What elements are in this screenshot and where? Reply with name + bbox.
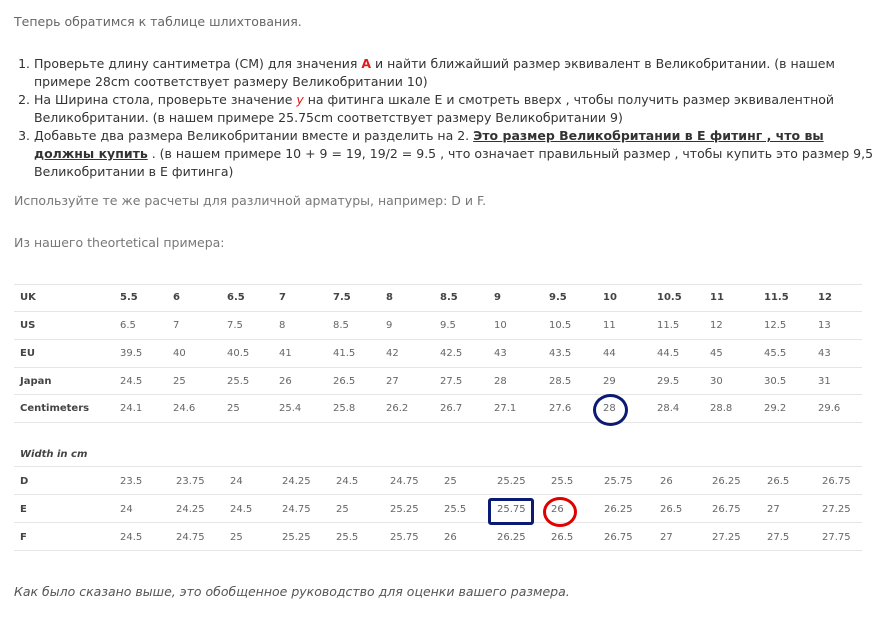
table-cell: 43 <box>494 348 507 359</box>
table-cell: 24.5 <box>120 532 143 543</box>
table-cell: 26.5 <box>333 376 356 387</box>
table-cell: 11.5 <box>764 292 789 303</box>
table-cell: 27 <box>386 376 399 387</box>
table-cell: 24.5 <box>120 376 143 387</box>
highlight-circle-28 <box>593 394 628 426</box>
row-divider <box>14 550 862 551</box>
step-3-text-a: Добавьте два размера Великобритании вместе и разделить на 2. <box>34 128 474 143</box>
table-cell: 30 <box>710 376 723 387</box>
table-cell: 24.5 <box>336 476 359 487</box>
step-1-text-a: Проверьте длину сантиметра (CM) для значения <box>34 56 362 71</box>
table-cell: 11.5 <box>657 320 680 331</box>
highlight-circle-26 <box>543 497 577 527</box>
table-cell: 25.75 <box>390 532 419 543</box>
row-label: E <box>20 504 27 515</box>
table-cell: 5.5 <box>120 292 138 303</box>
table-cell: 25.5 <box>444 504 467 515</box>
table-cell: 7.5 <box>227 320 243 331</box>
table-cell: 26.75 <box>712 504 741 515</box>
table-cell: 8.5 <box>333 320 349 331</box>
table-cell: 24 <box>230 476 243 487</box>
table-cell: 27.5 <box>767 532 790 543</box>
table-cell: 45.5 <box>764 348 787 359</box>
table-cell: 25.25 <box>390 504 419 515</box>
table-cell: 25.75 <box>604 476 633 487</box>
table-cell: 9 <box>386 320 393 331</box>
table-cell: 27.1 <box>494 403 517 414</box>
table-cell: 25.8 <box>333 403 356 414</box>
table-cell: 10 <box>603 292 617 303</box>
table-cell: 24.75 <box>176 532 205 543</box>
step-2 <box>34 91 874 127</box>
step-3-text-b: . (в нашем примере 10 + 9 = 19, 19/2 = 9.5 , что означает правильный размер , чтобы купить это размер 9,5 Великобритании в Е фитинга) <box>34 146 874 179</box>
table-cell: 26.5 <box>660 504 683 515</box>
table-cell: 41.5 <box>333 348 356 359</box>
row-divider <box>14 311 862 312</box>
table-cell: 26.25 <box>712 476 741 487</box>
table-cell: 6 <box>173 292 180 303</box>
row-divider <box>14 494 862 495</box>
table-cell: 6.5 <box>227 292 245 303</box>
table-cell: 26.25 <box>497 532 526 543</box>
table-cell: 26 <box>660 476 673 487</box>
table-cell: 8 <box>279 320 286 331</box>
table-cell: 25.5 <box>336 532 359 543</box>
table-cell: 23.75 <box>176 476 205 487</box>
table-cell: 29.2 <box>764 403 787 414</box>
table-cell: 29 <box>603 376 616 387</box>
table-cell: 6.5 <box>120 320 136 331</box>
table-cell: 25.25 <box>497 476 526 487</box>
table-cell: 26 <box>444 532 457 543</box>
table-cell: 24.25 <box>176 504 205 515</box>
table-cell: 28 <box>494 376 507 387</box>
table-cell: 25.75 <box>497 504 526 515</box>
intro-text: Теперь обратимся к таблице шлихтования. <box>14 14 302 29</box>
row-label: US <box>20 320 36 331</box>
table-cell: 9.5 <box>440 320 456 331</box>
table-cell: 24.75 <box>390 476 419 487</box>
table-cell: 40 <box>173 348 186 359</box>
table-cell: 7.5 <box>333 292 351 303</box>
row-divider <box>14 367 862 368</box>
table-cell: 25.5 <box>551 476 574 487</box>
steps-list <box>14 55 874 181</box>
example-heading: Из нашего theortetical примера: <box>14 235 225 250</box>
table-cell: 25.5 <box>227 376 250 387</box>
table-cell: 29.6 <box>818 403 841 414</box>
step-3 <box>34 127 874 181</box>
table-cell: 26.5 <box>551 532 574 543</box>
table-cell: 25 <box>227 403 240 414</box>
table-cell: 25 <box>444 476 457 487</box>
table-cell: 12 <box>710 320 723 331</box>
table-cell: 44.5 <box>657 348 680 359</box>
table-cell: 26 <box>551 504 564 515</box>
step-1-text-b: и найти ближайший размер эквивалент в Великобритании. (в нашем примере 28cm соответствует размеру Великобритании 10) <box>34 56 835 89</box>
table-cell: 8 <box>386 292 393 303</box>
table-cell: 41 <box>279 348 292 359</box>
table-cell: 27.25 <box>822 504 851 515</box>
table-cell: 12 <box>818 292 832 303</box>
table-cell: 26.75 <box>822 476 851 487</box>
table-cell: 7 <box>173 320 180 331</box>
table-cell: 11 <box>603 320 616 331</box>
row-label: Japan <box>20 376 52 387</box>
table-cell: 24.1 <box>120 403 143 414</box>
table-cell: 24.25 <box>282 476 311 487</box>
table-cell: 28.8 <box>710 403 733 414</box>
table-cell: 27.6 <box>549 403 572 414</box>
table-cell: 30.5 <box>764 376 787 387</box>
table-cell: 26.5 <box>767 476 790 487</box>
row-label: UK <box>20 292 36 303</box>
table-cell: 13 <box>818 320 831 331</box>
table-cell: 44 <box>603 348 616 359</box>
table-cell: 11 <box>710 292 724 303</box>
step-3-emphasis: Это размер Великобритании в Е фитинг , что вы должны купить <box>34 128 824 161</box>
table-cell: 10.5 <box>657 292 682 303</box>
table-cell: 25 <box>173 376 186 387</box>
table-cell: 45 <box>710 348 723 359</box>
table-cell: 29.5 <box>657 376 680 387</box>
table-cell: 42.5 <box>440 348 463 359</box>
table-cell: 10 <box>494 320 507 331</box>
table-cell: 26.25 <box>604 504 633 515</box>
table-cell: 39.5 <box>120 348 143 359</box>
table-cell: 24.6 <box>173 403 196 414</box>
table-cell: 26.2 <box>386 403 409 414</box>
table-cell: 7 <box>279 292 286 303</box>
table-cell: 23.5 <box>120 476 143 487</box>
table-cell: 28 <box>603 403 616 414</box>
table-cell: 43.5 <box>549 348 572 359</box>
table-cell: 27 <box>660 532 673 543</box>
table-cell: 25 <box>230 532 243 543</box>
table-cell: 10.5 <box>549 320 572 331</box>
table-cell: 27.25 <box>712 532 741 543</box>
row-divider <box>14 284 862 285</box>
table-cell: 42 <box>386 348 399 359</box>
table-cell: 24.5 <box>230 504 253 515</box>
width-section-label: Width in cm <box>20 449 88 460</box>
row-divider <box>14 339 862 340</box>
step-2-text-a: На Ширина стола, проверьте значение <box>34 92 297 107</box>
table-cell: 12.5 <box>764 320 787 331</box>
row-divider <box>14 422 862 423</box>
table-cell: 25.4 <box>279 403 302 414</box>
highlight-box-25-75 <box>488 498 534 525</box>
table-cell: 27.75 <box>822 532 851 543</box>
table-cell: 26.7 <box>440 403 463 414</box>
table-cell: 31 <box>818 376 831 387</box>
row-label: EU <box>20 348 35 359</box>
step-1 <box>34 55 874 91</box>
row-label: Centimeters <box>20 403 90 414</box>
table-cell: 25 <box>336 504 349 515</box>
table-cell: 40.5 <box>227 348 250 359</box>
table-cell: 26.75 <box>604 532 633 543</box>
table-cell: 28.4 <box>657 403 680 414</box>
table-cell: 43 <box>818 348 831 359</box>
row-divider <box>14 394 862 395</box>
table-cell: 25.25 <box>282 532 311 543</box>
step-1-mark: А <box>361 56 372 71</box>
fittings-note: Используйте те же расчеты для различной арматуры, например: D и F. <box>14 193 487 208</box>
table-cell: 9 <box>494 292 501 303</box>
table-cell: 26 <box>279 376 292 387</box>
table-cell: 24 <box>120 504 133 515</box>
table-cell: 9.5 <box>549 292 567 303</box>
table-cell: 27 <box>767 504 780 515</box>
row-divider <box>14 522 862 523</box>
closing-note: Как было сказано выше, это обобщенное руководство для оценки вашего размера. <box>14 584 570 599</box>
table-cell: 27.5 <box>440 376 463 387</box>
table-cell: 28.5 <box>549 376 572 387</box>
table-cell: 24.75 <box>282 504 311 515</box>
step-2-mark: у <box>296 92 304 107</box>
row-label: D <box>20 476 29 487</box>
row-divider <box>14 466 862 467</box>
row-label: F <box>20 532 27 543</box>
table-cell: 8.5 <box>440 292 458 303</box>
step-2-text-b: на фитинга шкале E и смотреть вверх , чтобы получить размер эквивалентной Великобритании. (в нашем примере 25.75cm соответствует размеру Великобритании 9) <box>34 92 835 125</box>
